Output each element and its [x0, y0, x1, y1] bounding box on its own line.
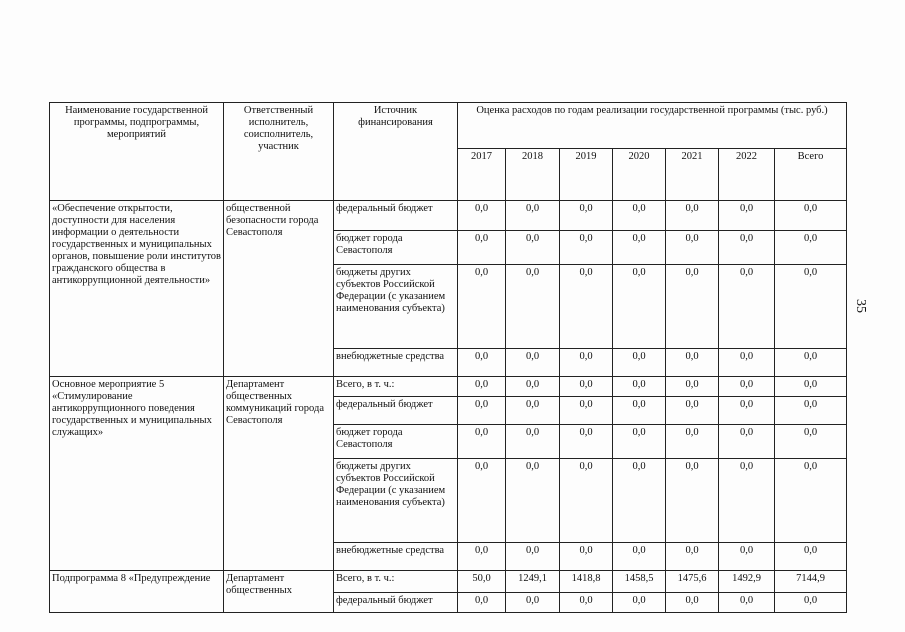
value-cell: 0,0: [719, 397, 775, 425]
value-cell: 0,0: [775, 543, 847, 571]
responsible-cell: Департамент общественных: [224, 571, 334, 613]
value-cell: 0,0: [775, 425, 847, 459]
year-header: 2021: [666, 149, 719, 201]
value-cell: 0,0: [506, 459, 560, 543]
value-cell: 0,0: [458, 543, 506, 571]
value-cell: 7144,9: [775, 571, 847, 593]
header-estimate: Оценка расходов по годам реализации государственной программы (тыс. руб.): [458, 103, 847, 149]
value-cell: 0,0: [506, 201, 560, 231]
value-cell: 0,0: [458, 265, 506, 349]
value-cell: 0,0: [458, 459, 506, 543]
value-cell: 0,0: [506, 593, 560, 613]
source-cell: внебюджетные средства: [334, 349, 458, 377]
source-cell: бюджет города Севастополя: [334, 231, 458, 265]
value-cell: 0,0: [458, 377, 506, 397]
value-cell: 0,0: [719, 459, 775, 543]
value-cell: 0,0: [560, 543, 613, 571]
value-cell: 0,0: [458, 201, 506, 231]
year-header: 2022: [719, 149, 775, 201]
page-number: 35: [853, 299, 868, 313]
source-cell: федеральный бюджет: [334, 593, 458, 613]
program-name-cell: «Обеспечение открытости, доступности для населения информации о деятельности государственных и муниципальных органов, повышение роли институтов гражданского общества в антикоррупционной деятельности»: [50, 201, 224, 377]
value-cell: 0,0: [666, 593, 719, 613]
value-cell: 0,0: [560, 593, 613, 613]
value-cell: 0,0: [560, 349, 613, 377]
value-cell: 0,0: [560, 459, 613, 543]
value-cell: 0,0: [506, 425, 560, 459]
value-cell: 0,0: [613, 201, 666, 231]
value-cell: 1492,9: [719, 571, 775, 593]
value-cell: 0,0: [666, 349, 719, 377]
value-cell: 0,0: [666, 201, 719, 231]
value-cell: 0,0: [666, 459, 719, 543]
responsible-cell: общественной безопасности города Севастополя: [224, 201, 334, 377]
year-header: 2018: [506, 149, 560, 201]
value-cell: 0,0: [613, 425, 666, 459]
value-cell: 0,0: [775, 201, 847, 231]
value-cell: 0,0: [719, 231, 775, 265]
budget-table: [49, 102, 847, 613]
value-cell: 0,0: [666, 397, 719, 425]
year-header: 2020: [613, 149, 666, 201]
value-cell: 0,0: [613, 349, 666, 377]
value-cell: 0,0: [560, 201, 613, 231]
value-cell: 0,0: [506, 377, 560, 397]
source-cell: Всего, в т. ч.:: [334, 571, 458, 593]
value-cell: 0,0: [775, 593, 847, 613]
value-cell: 0,0: [458, 349, 506, 377]
value-cell: 0,0: [560, 265, 613, 349]
value-cell: 0,0: [458, 593, 506, 613]
value-cell: 0,0: [613, 593, 666, 613]
value-cell: 0,0: [775, 349, 847, 377]
responsible-cell: Департамент общественных коммуникаций города Севастополя: [224, 377, 334, 571]
value-cell: 0,0: [719, 543, 775, 571]
value-cell: 0,0: [775, 397, 847, 425]
value-cell: 0,0: [506, 349, 560, 377]
value-cell: 0,0: [560, 397, 613, 425]
value-cell: 0,0: [719, 201, 775, 231]
value-cell: 50,0: [458, 571, 506, 593]
value-cell: 0,0: [666, 231, 719, 265]
value-cell: 0,0: [506, 397, 560, 425]
value-cell: 0,0: [458, 425, 506, 459]
value-cell: 0,0: [719, 425, 775, 459]
year-header: Всего: [775, 149, 847, 201]
value-cell: 0,0: [775, 377, 847, 397]
header-source: Источник финансирования: [334, 103, 458, 201]
value-cell: 0,0: [613, 543, 666, 571]
source-cell: бюджеты других субъектов Российской Федерации (с указанием наименования субъекта): [334, 459, 458, 543]
value-cell: 1249,1: [506, 571, 560, 593]
value-cell: 0,0: [560, 425, 613, 459]
table-row: [50, 201, 847, 231]
value-cell: 0,0: [719, 349, 775, 377]
value-cell: 0,0: [613, 459, 666, 543]
header-responsible: Ответственный исполнитель, соисполнитель, участник: [224, 103, 334, 201]
header-name: Наименование государственной программы, подпрограммы, мероприятий: [50, 103, 224, 201]
source-cell: внебюджетные средства: [334, 543, 458, 571]
value-cell: 0,0: [719, 593, 775, 613]
value-cell: 0,0: [775, 231, 847, 265]
value-cell: 0,0: [506, 231, 560, 265]
value-cell: 0,0: [458, 231, 506, 265]
value-cell: 0,0: [560, 231, 613, 265]
value-cell: 0,0: [666, 425, 719, 459]
value-cell: 0,0: [775, 265, 847, 349]
value-cell: 0,0: [613, 377, 666, 397]
value-cell: 0,0: [613, 397, 666, 425]
value-cell: 0,0: [560, 377, 613, 397]
value-cell: 1418,8: [560, 571, 613, 593]
value-cell: 0,0: [506, 543, 560, 571]
value-cell: 0,0: [666, 377, 719, 397]
source-cell: федеральный бюджет: [334, 201, 458, 231]
value-cell: 0,0: [719, 265, 775, 349]
source-cell: бюджет города Севастополя: [334, 425, 458, 459]
source-cell: Всего, в т. ч.:: [334, 377, 458, 397]
source-cell: федеральный бюджет: [334, 397, 458, 425]
program-name-cell: Основное мероприятие 5 «Стимулирование антикоррупционного поведения государственных и муниципальных служащих»: [50, 377, 224, 571]
table-row: [50, 571, 847, 593]
value-cell: 0,0: [775, 459, 847, 543]
year-header: 2017: [458, 149, 506, 201]
value-cell: 0,0: [458, 397, 506, 425]
value-cell: 0,0: [613, 265, 666, 349]
value-cell: 0,0: [613, 231, 666, 265]
value-cell: 0,0: [666, 543, 719, 571]
value-cell: 0,0: [506, 265, 560, 349]
value-cell: 0,0: [666, 265, 719, 349]
program-name-cell: Подпрограмма 8 «Предупреждение: [50, 571, 224, 613]
value-cell: 0,0: [719, 377, 775, 397]
value-cell: 1458,5: [613, 571, 666, 593]
year-header: 2019: [560, 149, 613, 201]
source-cell: бюджеты других субъектов Российской Федерации (с указанием наименования субъекта): [334, 265, 458, 349]
table-row: [50, 377, 847, 397]
value-cell: 1475,6: [666, 571, 719, 593]
